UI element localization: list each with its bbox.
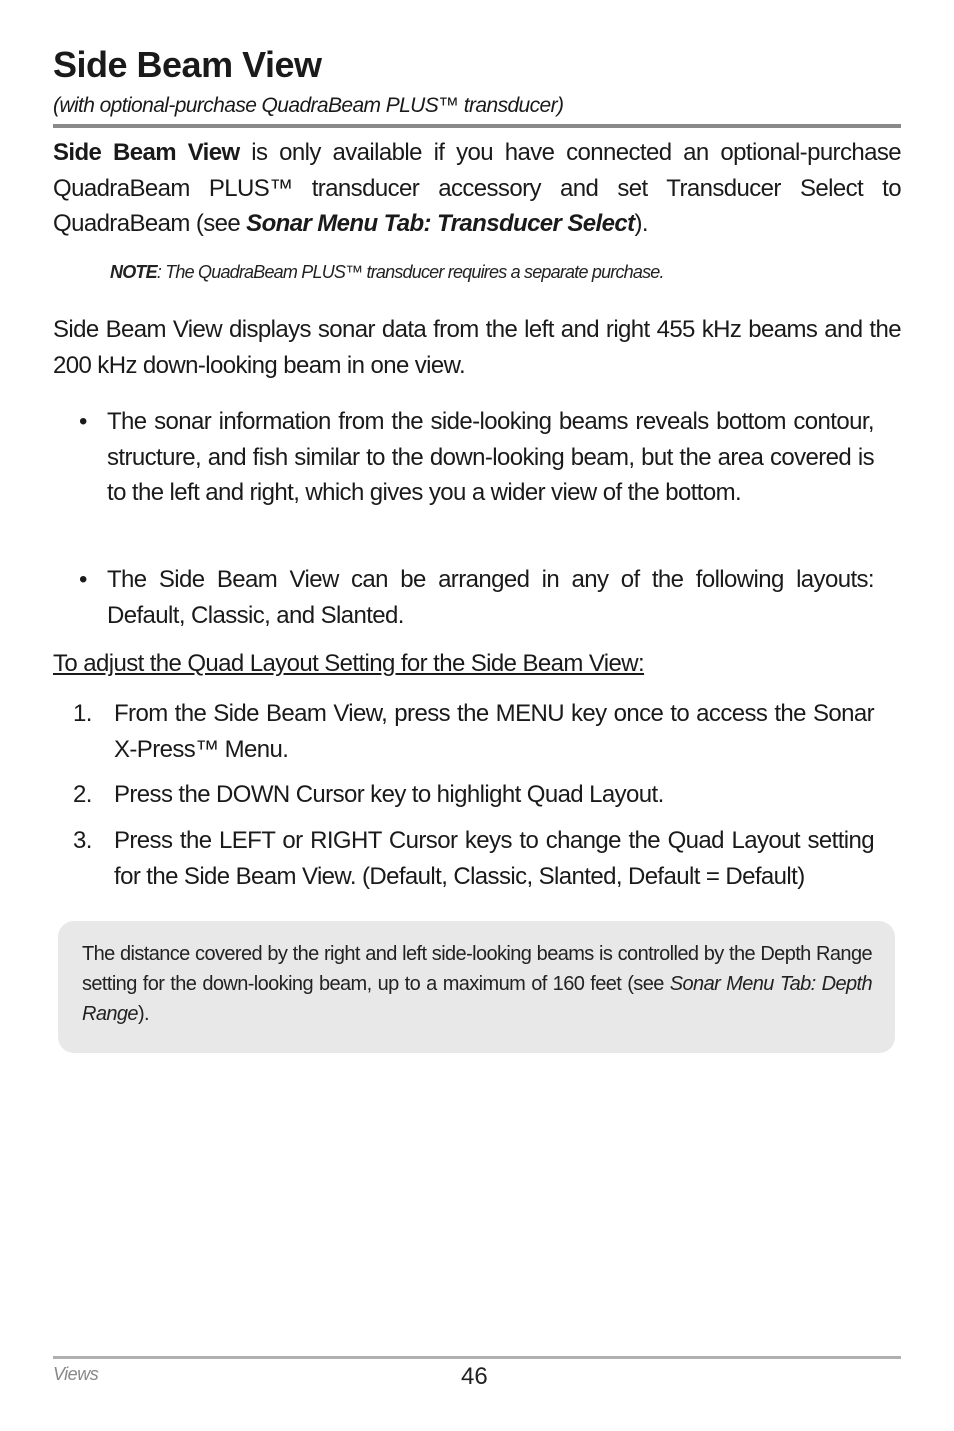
step-text: Press the DOWN Cursor key to highlight Quad Layout.	[114, 781, 664, 808]
page-number: 46	[461, 1363, 488, 1390]
title-divider	[53, 124, 901, 128]
bullet-text: The Side Beam View can be arranged in any of the following layouts: Default, Classic, and Slanted.	[107, 566, 874, 629]
step-number: 3.	[73, 827, 92, 854]
tip-text-body: The distance covered by the right and left side-looking beams is controlled by the Depth Range setting for the down-looking beam, up to a maximum of 160 feet (see	[82, 943, 872, 995]
step-number: 1.	[73, 700, 92, 727]
bullet-marker: •	[79, 566, 87, 593]
step-text: From the Side Beam View, press the MENU key once to access the Sonar X-Press™ Menu.	[114, 700, 874, 763]
description-paragraph: Side Beam View displays sonar data from the left and right 455 kHz beams and the 200 kHz down-looking beam in one view.	[53, 316, 901, 379]
bullet-item	[79, 562, 874, 633]
intro-bold-lead: Side Beam View	[53, 139, 240, 166]
note-label: NOTE	[110, 262, 157, 282]
note	[110, 262, 664, 283]
tip-box	[58, 921, 895, 1053]
tip-reference-link[interactable]: Sonar Menu Tab: Depth Range	[82, 973, 872, 1025]
page-title: Side Beam View	[53, 44, 322, 85]
intro-paragraph	[53, 135, 901, 242]
intro-text-1: is only available if you have connected an optional-purchase QuadraBeam PLUS™ transducer accessory and set Transducer Select to QuadraBeam (see	[53, 139, 901, 237]
intro-text-2: ).	[634, 210, 648, 237]
intro-reference-link[interactable]: Sonar Menu Tab: Transducer Select	[246, 210, 635, 237]
bullet-text: The sonar information from the side-looking beams reveals bottom contour, structure, and fish similar to the down-looking beam, but the area covered is to the left and right, which gives you a wider view of the bottom.	[107, 408, 874, 506]
footer-section-label: Views	[53, 1364, 99, 1384]
step-item	[73, 777, 874, 813]
procedure-heading: To adjust the Quad Layout Setting for the Side Beam View:	[53, 650, 645, 677]
footer-divider	[53, 1356, 901, 1359]
note-text: : The QuadraBeam PLUS™ transducer requires a separate purchase.	[156, 262, 664, 282]
bullet-marker: •	[79, 408, 87, 435]
bullet-item	[79, 404, 874, 511]
step-item	[73, 823, 874, 894]
step-item	[73, 696, 874, 767]
step-text: Press the LEFT or RIGHT Cursor keys to change the Quad Layout setting for the Side Beam View. (Default, Classic, Slanted, Default = Default)	[114, 827, 874, 890]
page-subtitle: (with optional-purchase QuadraBeam PLUS™ transducer)	[53, 94, 564, 117]
tip-text	[82, 939, 872, 1029]
tip-text-end: ).	[137, 1003, 149, 1025]
step-number: 2.	[73, 781, 92, 808]
